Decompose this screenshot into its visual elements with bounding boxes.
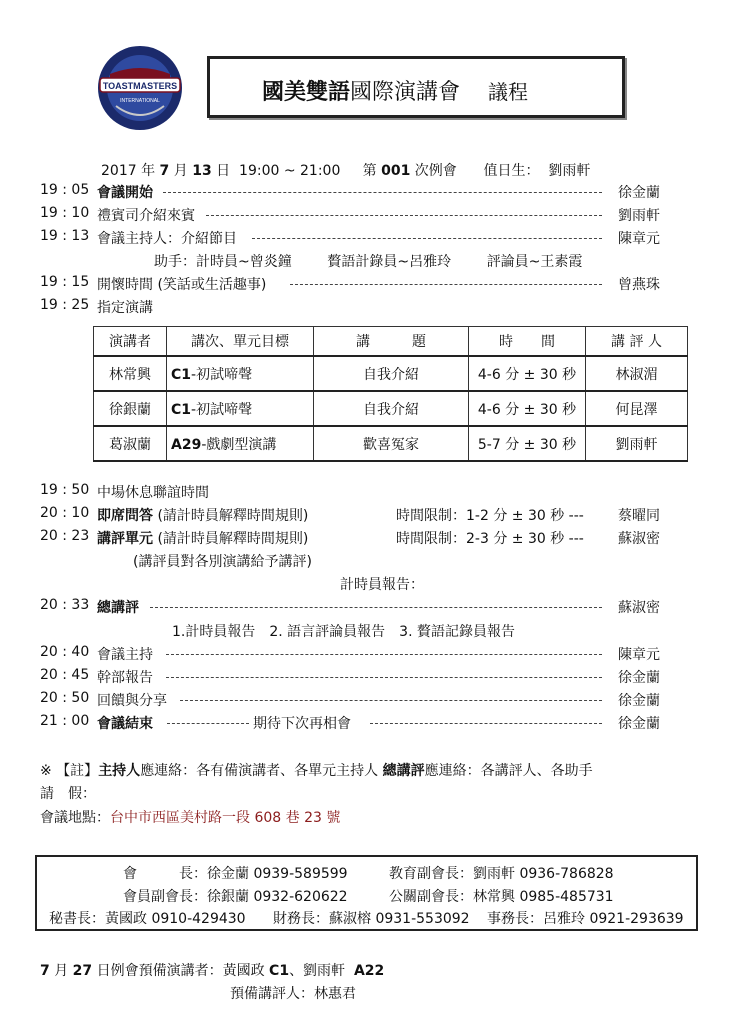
agenda-label: 會議主持人：介紹節目: [97, 231, 237, 247]
agenda-row: [40, 667, 660, 689]
project-code: C1: [171, 366, 192, 383]
agenda-person: 蘇淑密: [618, 531, 660, 547]
year-label: 年: [141, 163, 156, 179]
agenda-row: [40, 505, 660, 527]
agenda-label: 會議結束: [97, 716, 153, 732]
agenda-time: 20 : 23: [40, 528, 90, 544]
month: 7: [159, 163, 170, 179]
time-cell: 4-6 分 ± 30 秒: [469, 356, 586, 391]
title-bold: 國美雙語: [262, 80, 351, 105]
agenda-time: 19 : 50: [40, 482, 90, 498]
logo-top-text: TOASTMASTERS: [102, 81, 178, 91]
project-code: A29: [171, 436, 202, 453]
col-header: 講 評 人: [586, 327, 688, 357]
project-goal: -初試啼聲: [191, 366, 253, 383]
agenda-time: 20 : 40: [40, 644, 90, 660]
title-box: [207, 56, 625, 118]
col-header: 時 間: [469, 327, 586, 357]
agenda-row: [40, 644, 660, 666]
table-topics-label: 即席問答: [97, 508, 153, 524]
agenda-row: [40, 482, 660, 504]
meeting-no: 001: [381, 163, 411, 179]
evaluator-cell: 何昆澤: [586, 391, 688, 426]
venue: [40, 807, 340, 827]
agenda-row: [40, 597, 660, 619]
agenda-label: 禮賓司介紹來賓: [97, 208, 195, 224]
agenda-time: 19 : 13: [40, 228, 90, 244]
agenda-row: [40, 528, 660, 550]
agenda-time: 21 : 00: [40, 713, 90, 729]
goal-cell: [167, 391, 314, 426]
venue-label: 會議地點：: [40, 810, 110, 826]
next-evaluator: 預備講評人：林惠君: [230, 986, 356, 1002]
toastmasters-logo: [96, 44, 184, 132]
title-sub: 議程: [488, 80, 529, 104]
meeting-time: 19:00 ~ 21:00: [239, 163, 341, 179]
officer-treasurer: 財務長：蘇淑榕 0931-553092: [273, 911, 470, 927]
note-host-text: 應連絡：各有備演講者、各單元主持人: [140, 763, 379, 779]
table-row: [94, 356, 688, 391]
project-code: C1: [171, 401, 192, 418]
agenda-label: 會議開始: [97, 185, 153, 201]
topic-cell: 歡喜冤家: [314, 426, 469, 461]
assistants: [154, 251, 582, 271]
evaluator-cell: 劉雨軒: [586, 426, 688, 461]
col-header: 講次、單元目標: [167, 327, 314, 357]
agenda-label: 開懷時間 (笑話或生活趣事): [97, 277, 267, 293]
agenda-label: 幹部報告: [97, 670, 153, 686]
officer-president: 會 長：徐金蘭 0939-589599: [123, 866, 348, 882]
note-ge-text: 應連絡：各講評人、各助手: [424, 763, 593, 779]
agenda-person: 陳章元: [618, 647, 660, 663]
topic-cell: 自我介紹: [314, 391, 469, 426]
officer-vppr: 公關副會長：林常興 0985-485731: [389, 889, 614, 905]
next-speakers: [40, 960, 384, 980]
agenda-time: 19 : 15: [40, 274, 90, 290]
agenda-label: [97, 528, 308, 548]
agenda-person: 曾燕珠: [618, 277, 660, 293]
next-a22: A22: [353, 963, 385, 979]
agenda-time: 20 : 45: [40, 667, 90, 683]
day-label: 日: [216, 163, 231, 179]
note-mark: ※ 【註】: [40, 763, 99, 779]
topic-cell: 自我介紹: [314, 356, 469, 391]
agenda-person: 蔡曜同: [618, 508, 660, 524]
evaluator-cell: 林淑湄: [586, 356, 688, 391]
time-limit: 時間限制：2-3 分 ± 30 秒 ---: [396, 531, 584, 547]
agenda-row: [40, 274, 660, 296]
agenda-person: 徐金蘭: [618, 185, 660, 201]
assistant-timer: 助手：計時員~曾炎鐘: [154, 254, 292, 270]
agenda-row: [40, 713, 660, 735]
agenda-time: 19 : 25: [40, 297, 90, 313]
next-c1: C1: [269, 963, 290, 979]
meeting-no-prefix: 第: [362, 163, 377, 179]
venue-address: 台中市西區美村路一段 608 巷 23 號: [110, 810, 341, 826]
speaker-cell: 葛淑蘭: [94, 426, 167, 461]
agenda-time: 20 : 10: [40, 505, 90, 521]
agenda-person: 徐金蘭: [618, 693, 660, 709]
timer-report: 計時員報告：: [340, 577, 424, 593]
year: 2017: [101, 163, 137, 179]
duty-name: 劉雨軒: [548, 163, 591, 179]
note-ge: 總講評: [382, 763, 425, 779]
agenda-time: 20 : 33: [40, 597, 90, 613]
agenda-row: [40, 205, 660, 227]
meeting-no-suffix: 次例會: [414, 163, 457, 179]
next-month: 7: [40, 963, 50, 979]
agenda-label: 指定演講: [97, 300, 153, 316]
time-cell: 5-7 分 ± 30 秒: [469, 426, 586, 461]
next-text: 日例會預備演講者：黃國政: [96, 963, 265, 979]
table-row: [94, 391, 688, 426]
eval-note: (講評員對各別演講給予講評): [133, 554, 312, 570]
speaker-cell: 林常興: [94, 356, 167, 391]
agenda-person: 徐金蘭: [618, 716, 660, 732]
agenda-time: 19 : 10: [40, 205, 90, 221]
goal-cell: [167, 356, 314, 391]
agenda-time: 19 : 05: [40, 182, 90, 198]
table-header-row: [94, 327, 688, 357]
next-sep: 、劉雨軒: [289, 963, 346, 979]
project-goal: -初試啼聲: [191, 401, 253, 418]
agenda-time: 20 : 50: [40, 690, 90, 706]
agenda-row: [40, 297, 660, 319]
officers-box: [35, 855, 698, 931]
agenda-row: [40, 228, 660, 250]
goal-cell: [167, 426, 314, 461]
table-row: [94, 426, 688, 461]
agenda-row: [40, 690, 660, 712]
project-goal: -戲劇型演講: [201, 436, 277, 453]
agenda-row: [40, 182, 660, 204]
eval-unit-note: (請計時員解釋時間規則): [157, 531, 309, 547]
officer-vpm: 會員副會長：徐銀蘭 0932-620622: [123, 889, 348, 905]
time-limit: 時間限制：1-2 分 ± 30 秒 ---: [396, 508, 584, 524]
officer-vpe: 教育副會長：劉雨軒 0936-786828: [389, 866, 614, 882]
col-header: 演講者: [94, 327, 167, 357]
month-label: 月: [173, 163, 188, 179]
speakers-table: [93, 326, 688, 462]
agenda-label: 會議主持: [97, 647, 153, 663]
agenda-label: 回饋與分享: [97, 693, 167, 709]
agenda-label: [97, 505, 308, 525]
assistant-evaluator: 評論員~王素霞: [486, 254, 583, 270]
table-topics-note: (請計時員解釋時間規則): [157, 508, 309, 524]
time-cell: 4-6 分 ± 30 秒: [469, 391, 586, 426]
next-month-label: 月: [54, 963, 69, 979]
officer-saa: 事務長：呂雅玲 0921-293639: [487, 911, 684, 927]
logo-bottom-text: INTERNATIONAL: [120, 98, 160, 104]
day: 13: [192, 163, 212, 179]
closing-message: 期待下次再相會: [253, 716, 351, 732]
note-host: 主持人: [98, 763, 141, 779]
general-eval-items: 1.計時員報告 2. 語言評論員報告 3. 贅語記錄員報告: [172, 624, 515, 640]
agenda-person: 陳章元: [618, 231, 660, 247]
agenda-person: 徐金蘭: [618, 670, 660, 686]
duty-label: 值日生：: [483, 163, 540, 179]
col-header: 講 題: [314, 327, 469, 357]
speaker-cell: 徐銀蘭: [94, 391, 167, 426]
contact-note: [40, 760, 593, 780]
eval-unit-label: 講評單元: [97, 531, 153, 547]
next-day: 27: [72, 963, 93, 979]
page-title: [262, 75, 528, 106]
agenda-label: 中場休息聯誼時間: [97, 485, 209, 501]
assistant-ah-counter: 贅語計錄員~呂雅玲: [327, 254, 452, 270]
officer-secretary: 秘書長：黃國政 0910-429430: [49, 911, 246, 927]
meeting-info: [101, 160, 590, 180]
title-rest: 國際演講會: [350, 80, 461, 105]
agenda-person: 蘇淑密: [618, 600, 660, 616]
leave-note: 請 假：: [40, 786, 96, 802]
agenda-label: 總講評: [97, 600, 139, 616]
agenda-person: 劉雨軒: [618, 208, 660, 224]
